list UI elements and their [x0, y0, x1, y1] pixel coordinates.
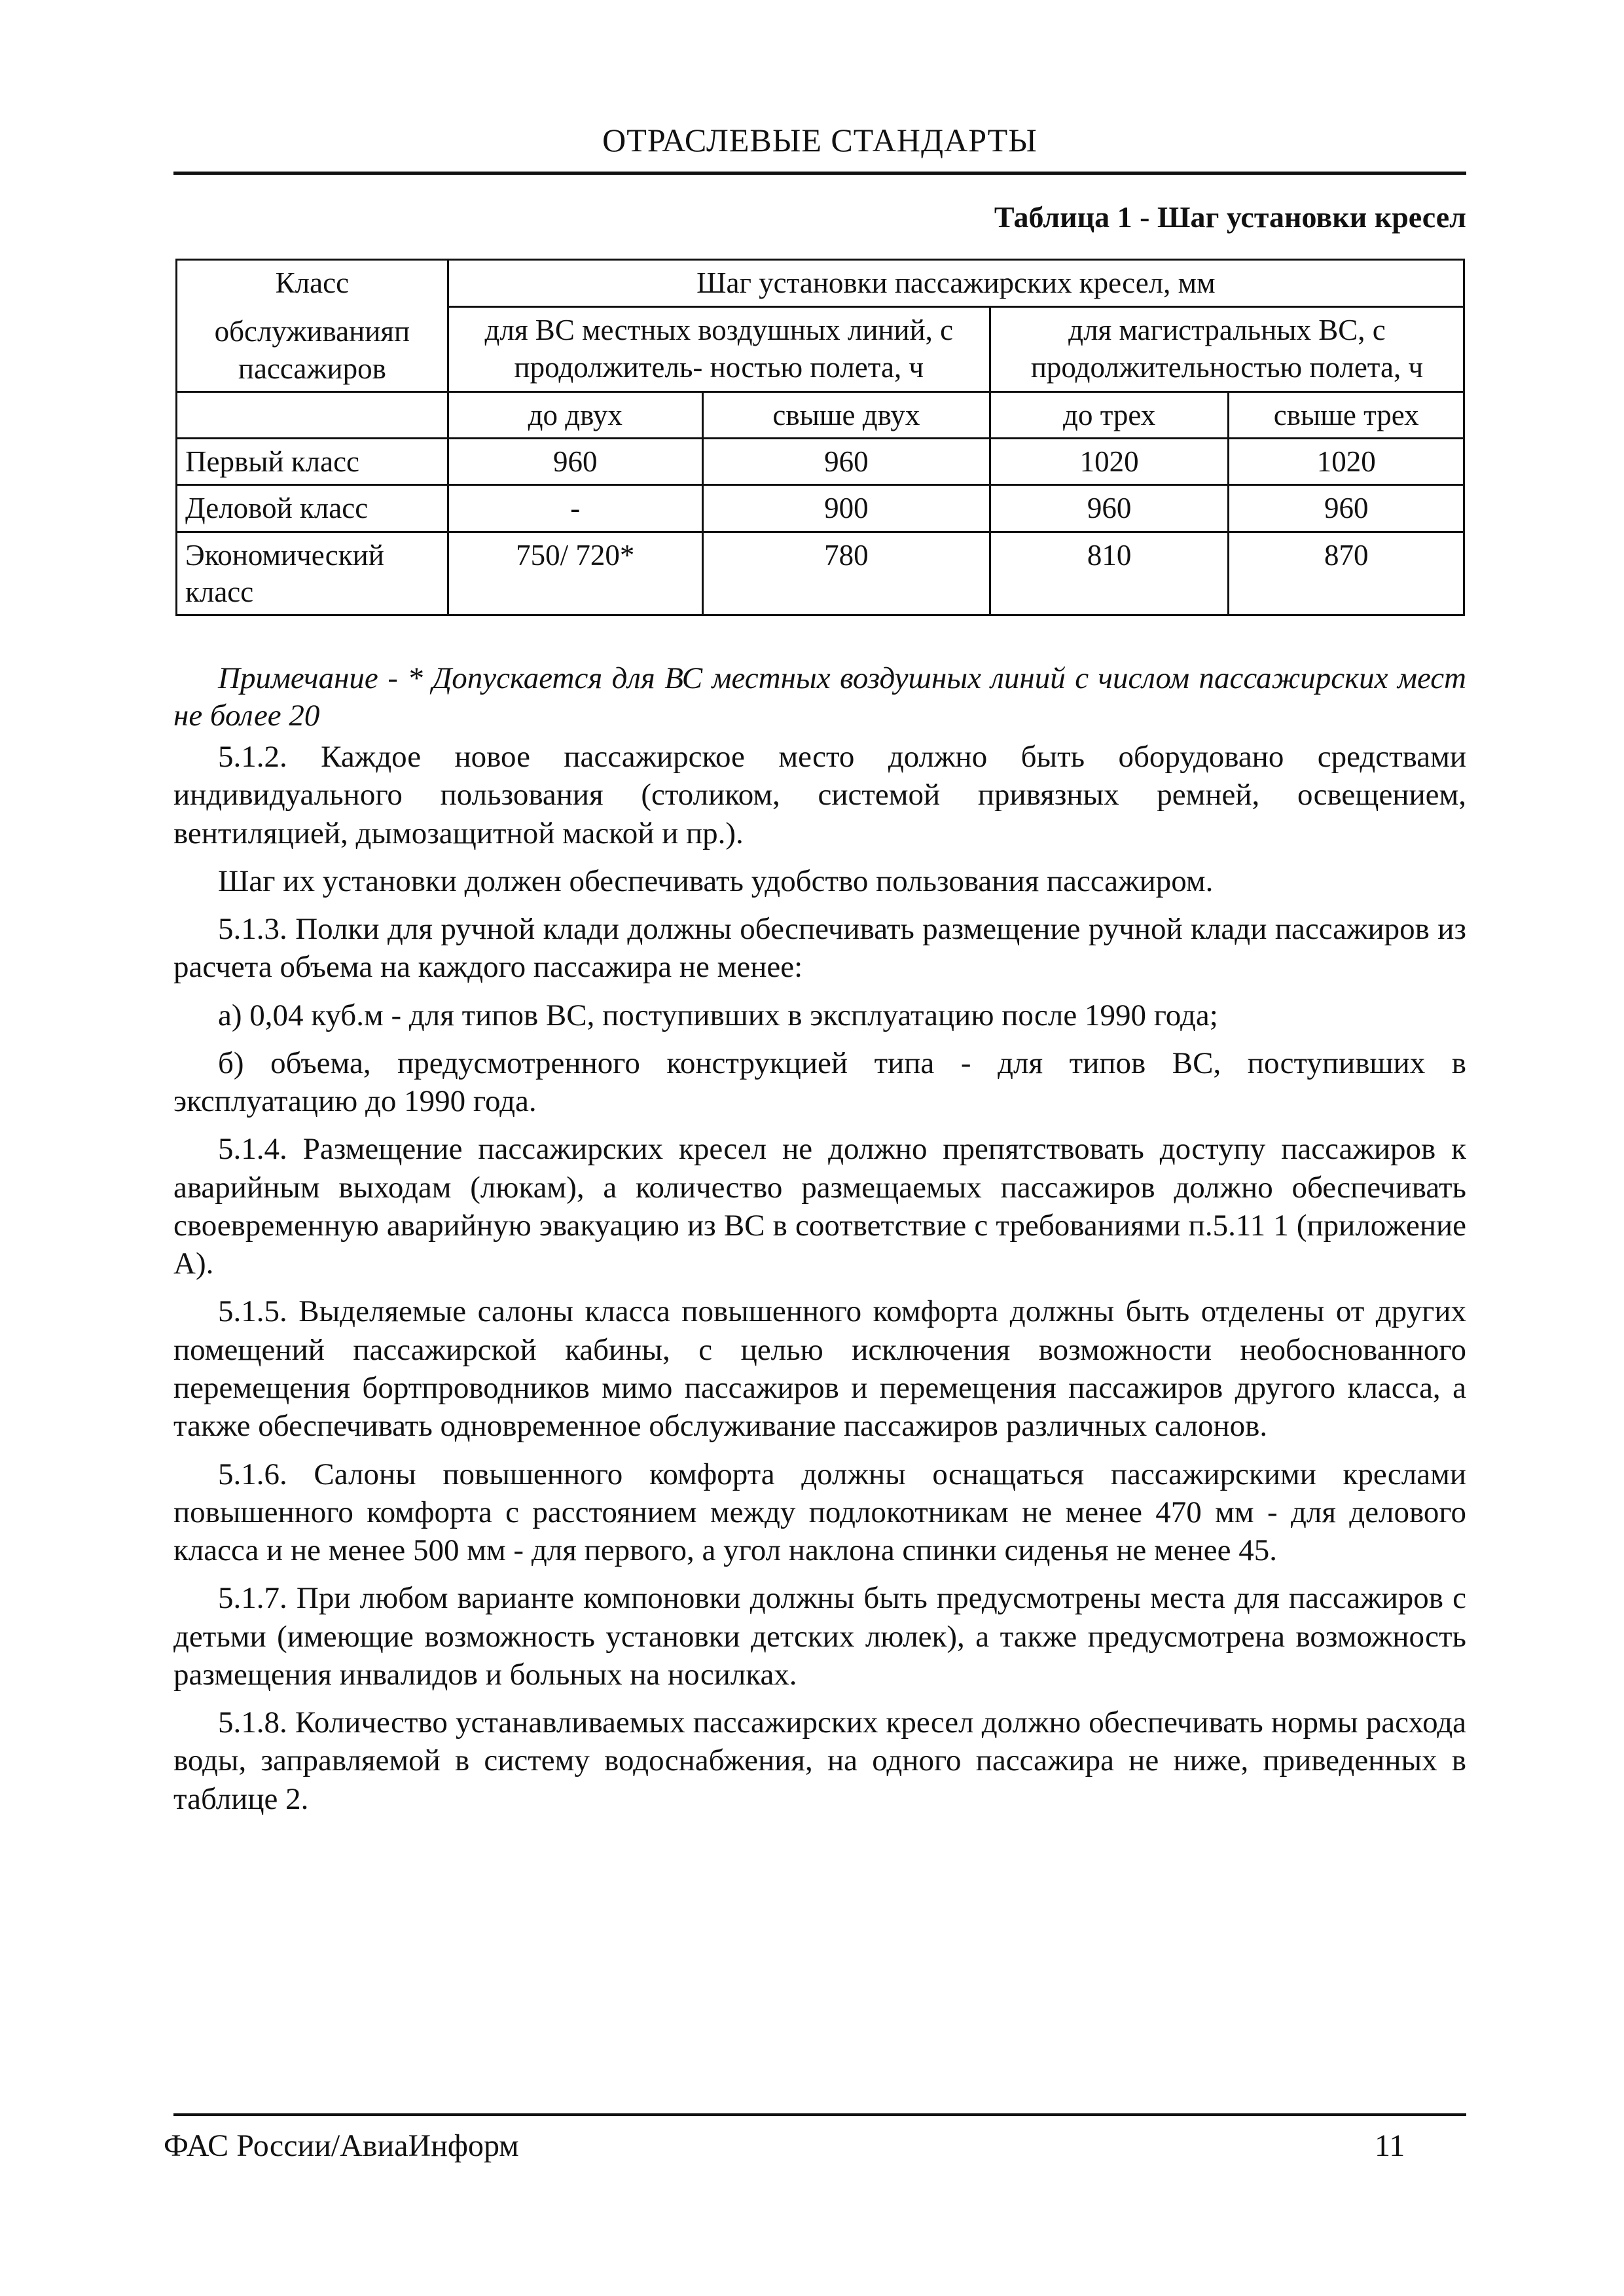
paragraph: 5.1.5. Выделяемые салоны класса повышенного комфорта должны быть отделены от других помещений пассажирской кабины, с целью исключения возможности необоснованного перемещения бортпроводников мимо пассажиров и перемещения пассажиров другого класса, а также обеспечивать одновременное обслуживание пассажиров различных салонов. [173, 1294, 1466, 1444]
table-cell: 870 [1229, 532, 1464, 615]
table-cell: 1020 [990, 439, 1228, 485]
header-class-cell [177, 260, 448, 392]
table-cell: 960 [448, 439, 702, 485]
table-cell: 960 [1229, 485, 1464, 532]
page-number: 11 [1375, 2128, 1405, 2163]
paragraph: а) 0,04 куб.м - для типов ВС, поступивших в эксплуатацию после 1990 года; [218, 998, 1218, 1032]
table-cell: 960 [702, 439, 990, 485]
row-label: Экономический класс [177, 532, 448, 615]
table-cell: 750/ 720* [448, 532, 702, 615]
subheader-cell: до двух [448, 392, 702, 438]
table-cell: 780 [702, 532, 990, 615]
table-cell: - [448, 485, 702, 532]
table-cell: 960 [990, 485, 1228, 532]
subheader-empty-cell [177, 392, 448, 438]
header-step-cell: Шаг установки пассажирских кресел, мм [448, 260, 1464, 307]
paragraph: б) объема, предусмотренного конструкцией типа - для типов ВС, поступивших в эксплуатацию до 1990 года. [173, 1046, 1466, 1119]
subheader-cell: до трех [990, 392, 1228, 438]
paragraph: Шаг их установки должен обеспечивать удобство пользования пассажиром. [218, 864, 1214, 898]
header-rule [173, 172, 1466, 175]
paragraph: 5.1.4. Размещение пассажирских кресел не должно препятствовать доступу пассажиров к аварийным выходам (люкам), а количество размещаемых пассажиров должно обеспечивать своевременную аварийную эвакуацию из ВС в соответствие с требованиями п.5.11 1 (приложение А). [173, 1132, 1466, 1281]
row-label: Деловой класс [177, 485, 448, 532]
table-header-row [177, 260, 1464, 307]
paragraph: 5.1.7. При любом варианте компоновки должны быть предусмотрены места для пассажиров с детьми (имеющие возможность установки детских люлек), а также предусмотрена возможность размещения инвалидов и больных на носилках. [173, 1581, 1466, 1692]
subheader-cell: свыше трех [1229, 392, 1464, 438]
page-header: ОТРАСЛЕВЫЕ СТАНДАРТЫ [602, 122, 1038, 158]
table-row [177, 532, 1464, 615]
table-subheader-row [177, 392, 1464, 438]
seat-pitch-table [175, 259, 1465, 616]
table-row [177, 439, 1464, 485]
subheader-cell: свыше двух [702, 392, 990, 438]
row-label: Первый класс [177, 439, 448, 485]
header-class-sublabel: обслуживанияп пассажиров [214, 315, 410, 385]
header-class-label: Класс [275, 266, 350, 299]
table-cell: 1020 [1229, 439, 1464, 485]
table-cell: 810 [990, 532, 1228, 615]
table-caption: Таблица 1 - Шаг установки кресел [994, 200, 1466, 234]
paragraph: 5.1.2. Каждое новое пассажирское место должно быть оборудовано средствами индивидуального пользования (столиком, системой привязных ремней, освещением, вентиляцией, дымозащитной маской и пр.). [173, 740, 1466, 850]
table-cell: 900 [702, 485, 990, 532]
header-local-lines: для ВС местных воздушных линий, с продолжитель- ностью полета, ч [448, 307, 990, 392]
footer-source: ФАС России/АвиаИнформ [164, 2128, 519, 2163]
footer-rule [173, 2113, 1466, 2116]
paragraph: 5.1.3. Полки для ручной клади должны обеспечивать размещение ручной клади пассажиров из расчета объема на каждого пассажира не менее: [173, 912, 1466, 985]
table-note: Примечание - * Допускается для ВС местных воздушных линий с числом пассажирских мест не более 20 [173, 661, 1466, 733]
body-text [173, 738, 1466, 1828]
paragraph: 5.1.8. Количество устанавливаемых пассажирских кресел должно обеспечивать нормы расхода воды, заправляемой в систему водоснабжения, на одного пассажира не ниже, приведенных в таблице 2. [173, 1705, 1466, 1816]
paragraph: 5.1.6. Салоны повышенного комфорта должны оснащаться пассажирскими креслами повышенного комфорта с расстоянием между подлокотникам не менее 470 мм - для делового класса и не менее 500 мм - для первого, а угол наклона спинки сиденья не менее 45. [173, 1457, 1466, 1568]
header-main-lines: для магистральных ВС, с продолжительностью полета, ч [990, 307, 1464, 392]
table-row [177, 485, 1464, 532]
